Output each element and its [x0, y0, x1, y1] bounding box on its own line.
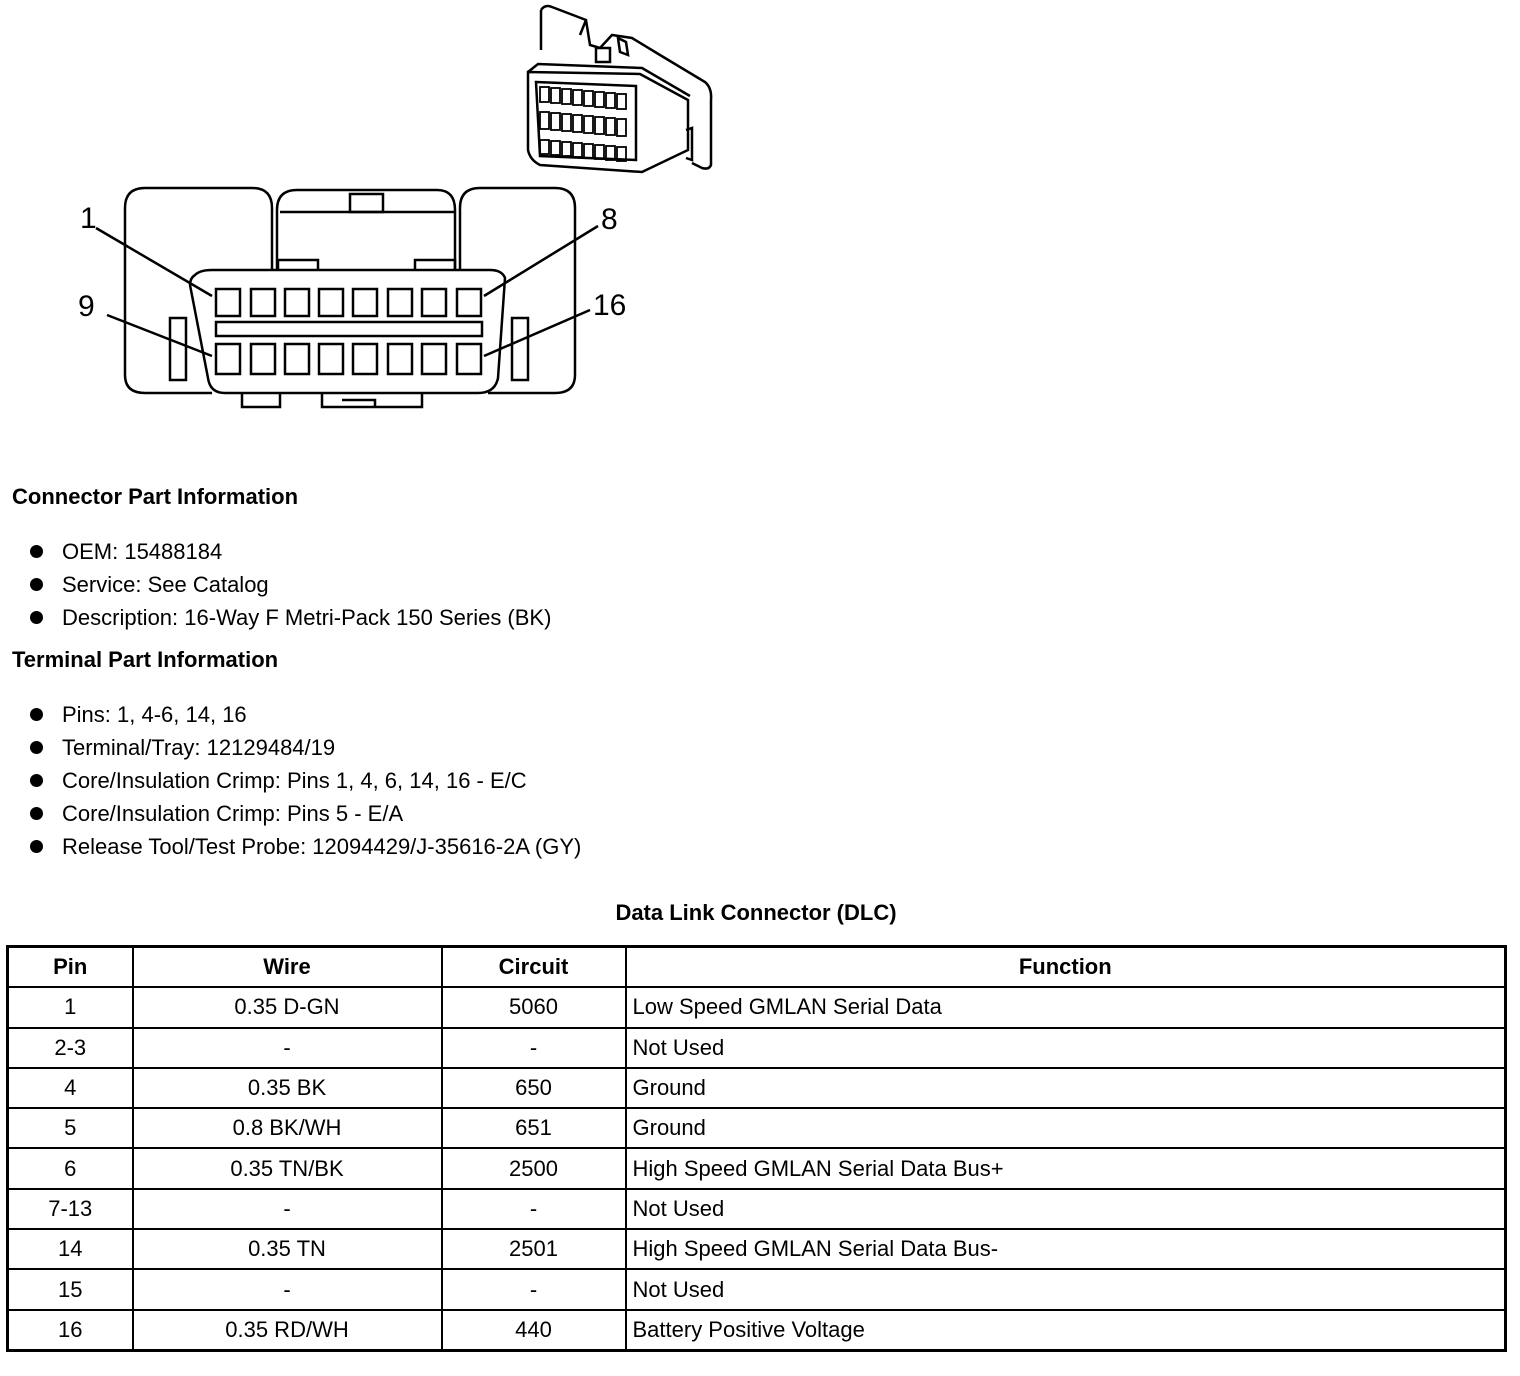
bullet-icon	[30, 708, 43, 721]
circuit-cell: -	[442, 1028, 626, 1068]
table-row	[8, 1028, 1506, 1068]
function-cell: Ground	[626, 1108, 1506, 1148]
list-item: OEM: 15488184	[30, 535, 551, 568]
list-item: Terminal/Tray: 12129484/19	[30, 731, 581, 764]
pin-label-16: 16	[593, 289, 627, 322]
pin-cell: 14	[8, 1229, 133, 1269]
bullet-icon	[30, 611, 43, 624]
connector-part-info-heading: Connector Part Information	[12, 484, 299, 509]
pin-cell: 2-3	[8, 1028, 133, 1068]
bullet-icon	[30, 807, 43, 820]
wire-cell: 0.35 D-GN	[133, 987, 442, 1027]
dlc-pinout-table	[6, 945, 1507, 1352]
bullet-icon	[30, 774, 43, 787]
pin-cell: 16	[8, 1310, 133, 1351]
terminal-part-info-heading: Terminal Part Information	[12, 647, 279, 672]
list-item: Description: 16-Way F Metri-Pack 150 Series (BK)	[30, 601, 551, 634]
function-cell: Battery Positive Voltage	[626, 1310, 1506, 1351]
list-item: Core/Insulation Crimp: Pins 5 - E/A	[30, 797, 581, 830]
wire-cell: 0.35 TN/BK	[133, 1148, 442, 1188]
bullet-icon	[30, 741, 43, 754]
wire-cell: 0.8 BK/WH	[133, 1108, 442, 1148]
function-cell: Not Used	[626, 1028, 1506, 1068]
column-header-pin: Pin	[8, 947, 133, 988]
wire-cell: -	[133, 1269, 442, 1309]
pin-cell: 7-13	[8, 1189, 133, 1229]
table-row	[8, 1310, 1506, 1351]
circuit-cell: 5060	[442, 987, 626, 1027]
table-row	[8, 987, 1506, 1027]
wire-cell: -	[133, 1028, 442, 1068]
circuit-cell: 2501	[442, 1229, 626, 1269]
table-row	[8, 1068, 1506, 1108]
column-header-wire: Wire	[133, 947, 442, 988]
wire-cell: -	[133, 1189, 442, 1229]
function-cell: Not Used	[626, 1269, 1506, 1309]
connector-perspective-view	[528, 6, 711, 172]
pin-label-1: 1	[80, 202, 97, 235]
circuit-cell: -	[442, 1269, 626, 1309]
table-header-row	[8, 947, 1506, 988]
wire-cell: 0.35 BK	[133, 1068, 442, 1108]
list-item: Service: See Catalog	[30, 568, 551, 601]
function-cell: Low Speed GMLAN Serial Data	[626, 987, 1506, 1027]
connector-face-view	[96, 188, 598, 407]
connector-diagram	[0, 0, 760, 430]
table-row	[8, 1108, 1506, 1148]
terminal-part-info-list	[30, 698, 581, 863]
circuit-cell: 440	[442, 1310, 626, 1351]
table-row	[8, 1269, 1506, 1309]
bullet-icon	[30, 578, 43, 591]
circuit-cell: -	[442, 1189, 626, 1229]
function-cell: High Speed GMLAN Serial Data Bus-	[626, 1229, 1506, 1269]
pin-cell: 6	[8, 1148, 133, 1188]
table-title: Data Link Connector (DLC)	[615, 900, 897, 925]
table-row	[8, 1189, 1506, 1229]
pin-cell: 5	[8, 1108, 133, 1148]
pin-cell: 4	[8, 1068, 133, 1108]
bullet-icon	[30, 545, 43, 558]
function-cell: Ground	[626, 1068, 1506, 1108]
wire-cell: 0.35 TN	[133, 1229, 442, 1269]
bullet-icon	[30, 840, 43, 853]
pin-cell: 15	[8, 1269, 133, 1309]
table-row	[8, 1148, 1506, 1188]
connector-part-info-list	[30, 535, 551, 634]
circuit-cell: 650	[442, 1068, 626, 1108]
pin-label-9: 9	[78, 290, 95, 323]
circuit-cell: 2500	[442, 1148, 626, 1188]
pin-label-8: 8	[601, 203, 618, 236]
function-cell: High Speed GMLAN Serial Data Bus+	[626, 1148, 1506, 1188]
column-header-circuit: Circuit	[442, 947, 626, 988]
list-item: Release Tool/Test Probe: 12094429/J-35616-2A (GY)	[30, 830, 581, 863]
list-item: Pins: 1, 4-6, 14, 16	[30, 698, 581, 731]
pin-cell: 1	[8, 987, 133, 1027]
wire-cell: 0.35 RD/WH	[133, 1310, 442, 1351]
table-row	[8, 1229, 1506, 1269]
circuit-cell: 651	[442, 1108, 626, 1148]
function-cell: Not Used	[626, 1189, 1506, 1229]
list-item: Core/Insulation Crimp: Pins 1, 4, 6, 14, 16 - E/C	[30, 764, 581, 797]
column-header-function: Function	[626, 947, 1506, 988]
